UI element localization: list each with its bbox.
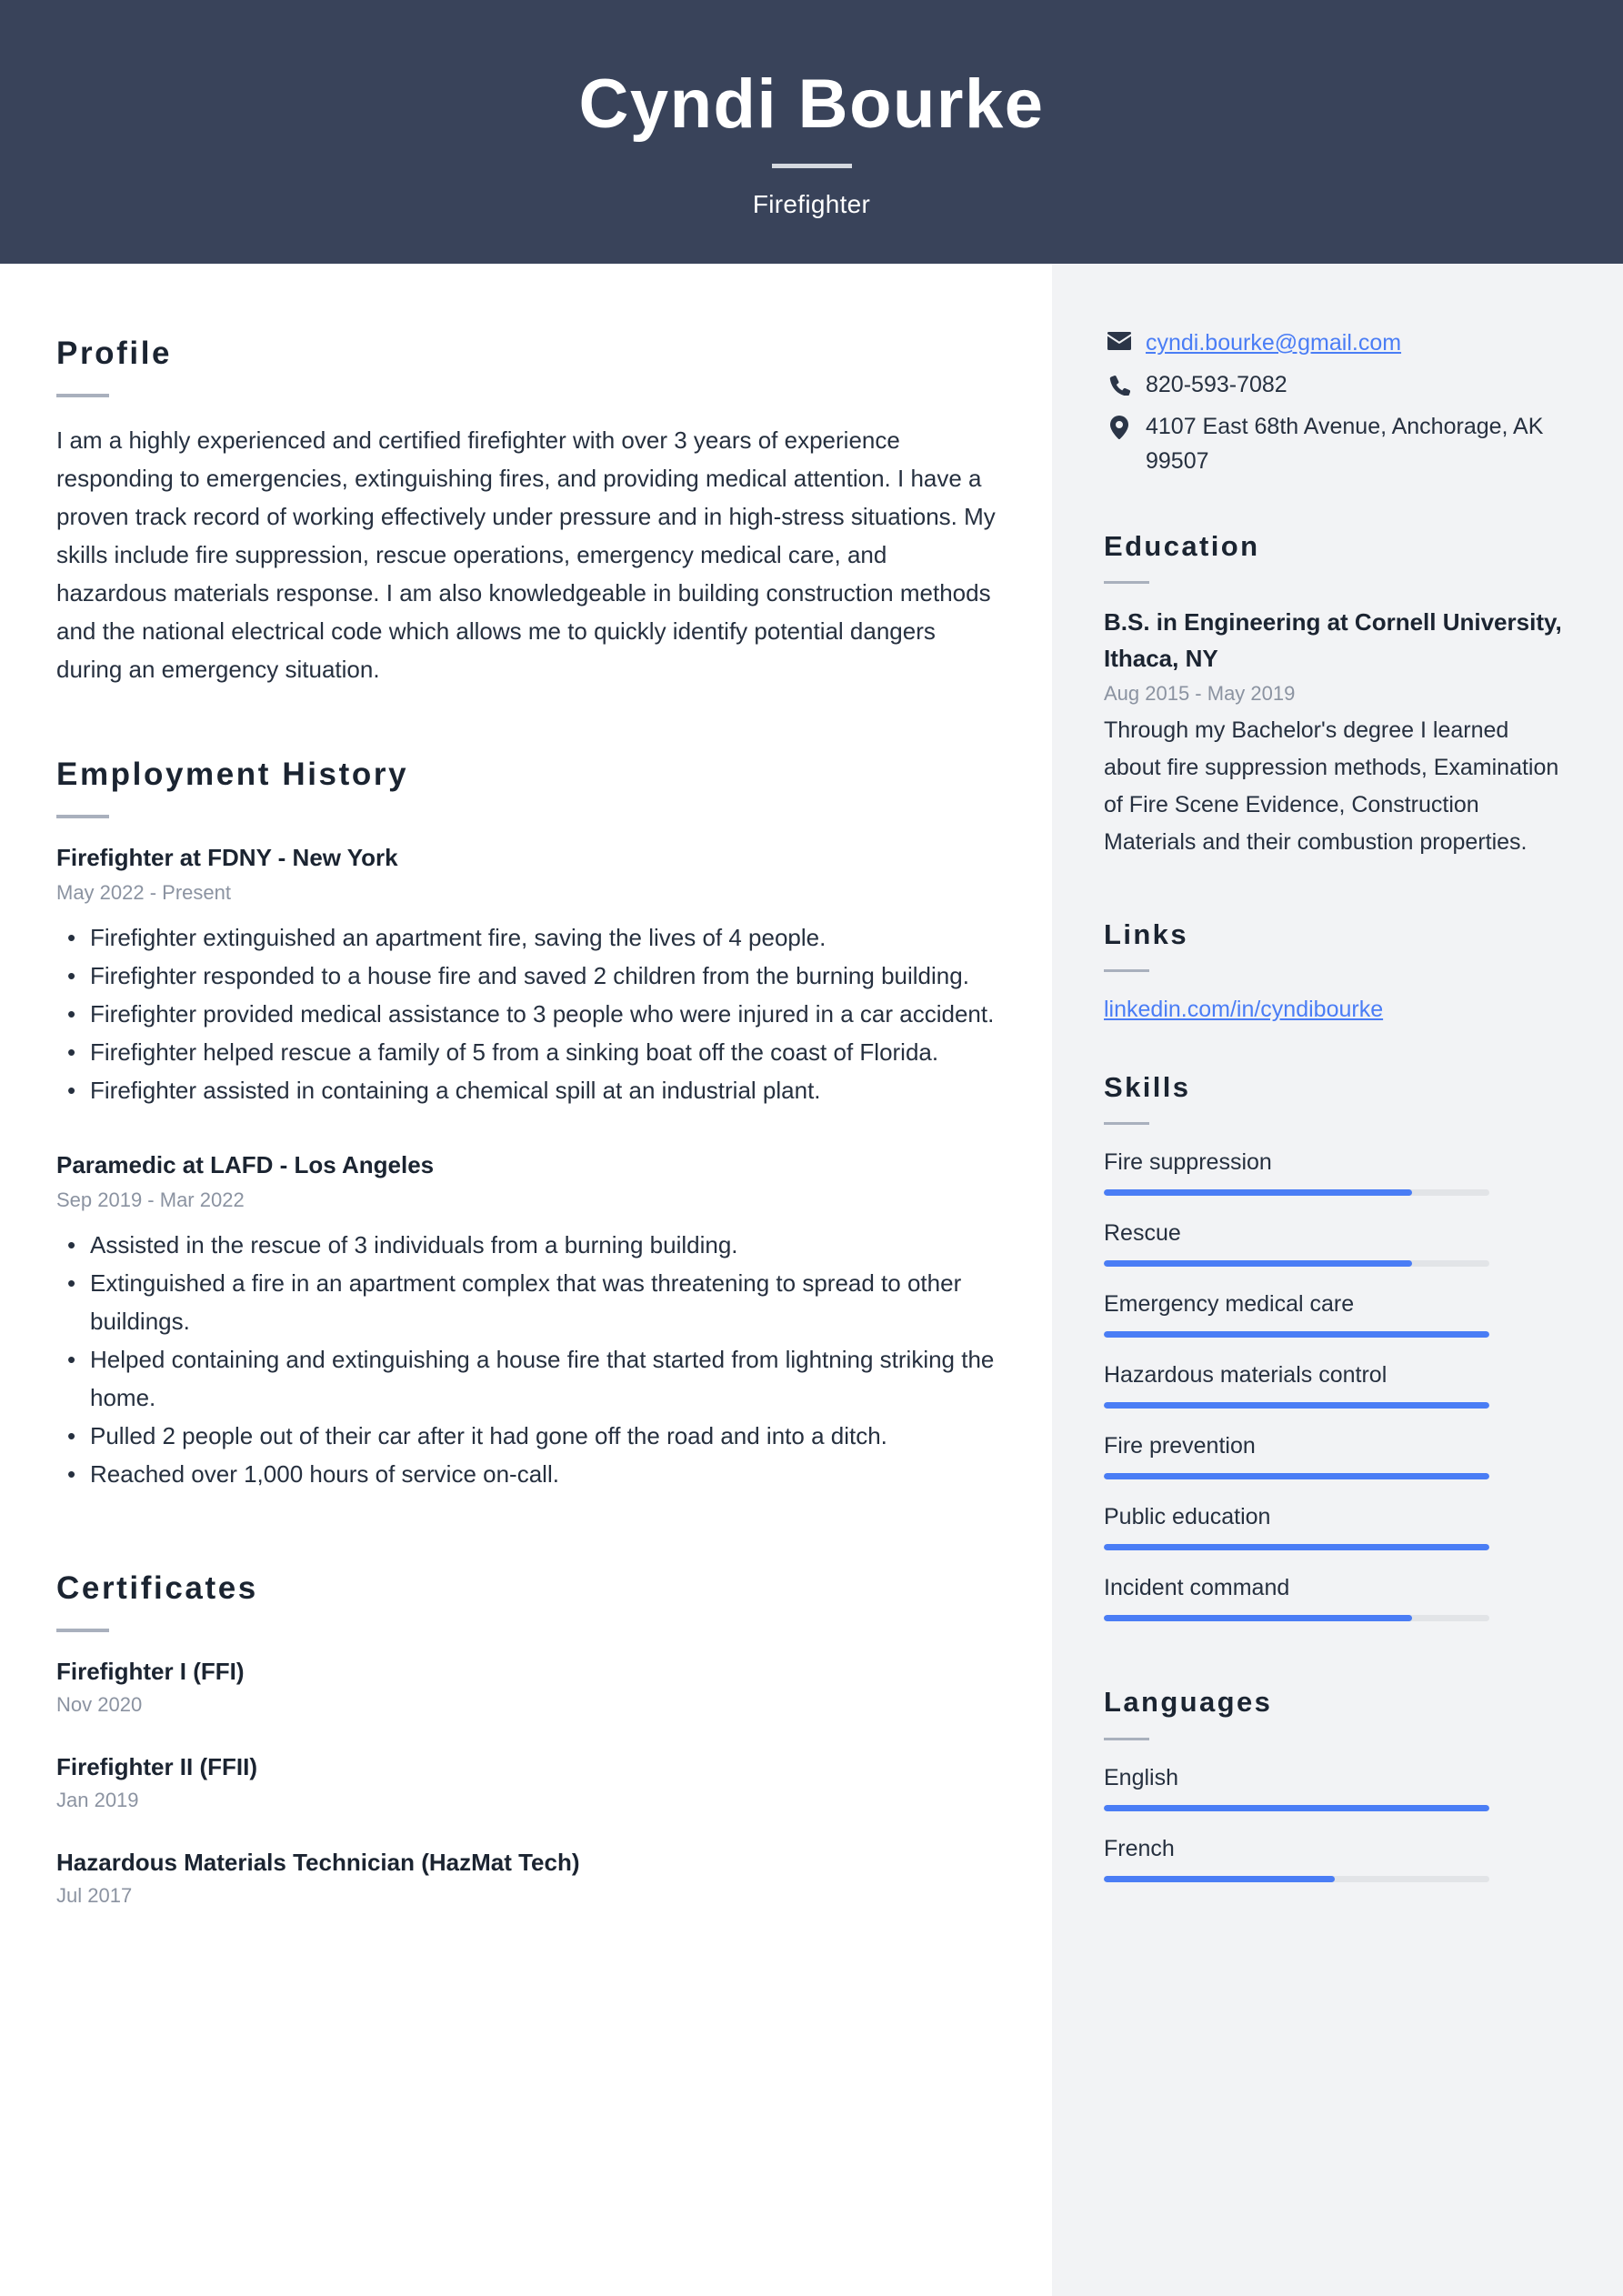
contact-list <box>1104 326 1567 478</box>
employment-bullet-list <box>56 1226 996 1493</box>
section-languages <box>1104 1685 1567 1881</box>
section-heading-certificates: Certificates <box>56 1569 258 1606</box>
links-list <box>1104 992 1567 1027</box>
spacer <box>56 688 996 756</box>
skill-item-label: Incident command <box>1104 1575 1290 1601</box>
skill-item-level-fill <box>1104 1331 1489 1338</box>
section-heading-skills: Skills <box>1104 1071 1191 1104</box>
skill-item-level-fill <box>1104 1544 1489 1550</box>
page-title: Cyndi Bourke <box>578 65 1045 143</box>
contact-row <box>1104 367 1567 402</box>
language-item-level-fill <box>1104 1876 1335 1882</box>
section-employment-history <box>56 756 996 1493</box>
spacer <box>56 1502 996 1569</box>
list-item: • Firefighter responded to a house fire and saved 2 children from the burning building. <box>56 957 996 995</box>
education-list <box>1104 604 1567 861</box>
list-item: • Reached over 1,000 hours of service on-call. <box>56 1455 996 1493</box>
language-item-label: French <box>1104 1835 1175 1861</box>
skill-item-label: Fire suppression <box>1104 1149 1272 1176</box>
skill-item-level-track <box>1104 1544 1489 1550</box>
language-item-label: English <box>1104 1764 1178 1790</box>
skill-item-level-track <box>1104 1260 1489 1267</box>
section-divider <box>56 1629 109 1632</box>
resume-body <box>0 264 1623 2296</box>
language-item-level-fill <box>1104 1805 1489 1811</box>
section-heading-languages: Languages <box>1104 1686 1273 1719</box>
section-heading-links: Links <box>1104 917 1188 950</box>
list-item: • Pulled 2 people out of their car after it had gone off the road and into a ditch. <box>56 1417 996 1455</box>
certificate-entry <box>56 1751 996 1812</box>
education-description: Through my Bachelor's degree I learned about fire suppression methods, Examination of Fire Scene Evidence, Construction Materials and their combustion properties. <box>1104 717 1559 855</box>
external-link[interactable]: linkedin.com/in/cyndibourke <box>1104 997 1384 1023</box>
list-item: • Assisted in the rescue of 3 individuals from a burning building. <box>56 1226 996 1264</box>
employment-entry <box>56 842 996 1109</box>
section-heading-education: Education <box>1104 530 1260 562</box>
list-item: • Firefighter helped rescue a family of 5 from a sinking boat off the coast of Florida. <box>56 1033 996 1071</box>
certificate-entry <box>56 1656 996 1717</box>
skill-item-label: Hazardous materials control <box>1104 1362 1388 1389</box>
skill-item-level-track <box>1104 1189 1489 1196</box>
employment-list <box>56 842 996 1493</box>
section-education <box>1104 529 1567 861</box>
certificate-entry <box>56 1847 996 1908</box>
languages-list <box>1104 1760 1567 1882</box>
skill-item <box>1104 1429 1567 1479</box>
skill-item-level-fill <box>1104 1189 1412 1196</box>
skill-item <box>1104 1287 1567 1338</box>
skills-list <box>1104 1145 1567 1621</box>
employment-date: Sep 2019 - Mar 2022 <box>56 1188 245 1211</box>
contact-value: 4107 East 68th Avenue, Anchorage, AK 99507 <box>1146 414 1544 474</box>
envelope-icon <box>1104 326 1135 350</box>
skill-item <box>1104 1570 1567 1621</box>
certificate-title: Firefighter I (FFI) <box>56 1657 245 1685</box>
section-divider <box>1104 969 1149 972</box>
employment-date: May 2022 - Present <box>56 881 231 905</box>
section-heading-employment: Employment History <box>56 757 409 792</box>
skill-item-level-fill <box>1104 1260 1412 1267</box>
phone-icon <box>1104 367 1135 396</box>
certificate-date: Jan 2019 <box>56 1788 139 1811</box>
section-profile <box>56 335 996 688</box>
employment-entry <box>56 1149 996 1493</box>
certificate-date: Nov 2020 <box>56 1692 143 1716</box>
skill-item <box>1104 1358 1567 1409</box>
section-links <box>1104 917 1567 1027</box>
section-divider <box>56 815 109 818</box>
section-divider <box>56 394 109 397</box>
skill-item-level-track <box>1104 1473 1489 1479</box>
language-item-level-track <box>1104 1876 1489 1882</box>
skill-item-level-fill <box>1104 1402 1489 1409</box>
section-certificates <box>56 1569 996 1908</box>
list-item: • Firefighter assisted in containing a chemical spill at an industrial plant. <box>56 1071 996 1109</box>
header-subtitle: Firefighter <box>752 190 871 219</box>
skill-item-level-track <box>1104 1331 1489 1338</box>
skill-item-label: Rescue <box>1104 1220 1181 1247</box>
spacer <box>1104 861 1567 917</box>
contact-row[interactable] <box>1104 326 1567 360</box>
resume-header <box>0 0 1623 264</box>
skill-item-label: Emergency medical care <box>1104 1291 1355 1318</box>
list-item: • Firefighter provided medical assistance to 3 people who were injured in a car accident. <box>56 995 996 1033</box>
section-divider <box>1104 1738 1149 1740</box>
skill-item-level-track <box>1104 1615 1489 1621</box>
header-divider <box>772 164 852 168</box>
section-skills <box>1104 1070 1567 1621</box>
contact-row <box>1104 409 1567 478</box>
skill-item-level-fill <box>1104 1615 1412 1621</box>
employment-title: Paramedic at LAFD - Los Angeles <box>56 1150 435 1178</box>
skill-item-level-fill <box>1104 1473 1489 1479</box>
skill-item <box>1104 1145 1567 1196</box>
spacer <box>1104 1641 1567 1685</box>
certificates-list <box>56 1656 996 1908</box>
skill-item-label: Public education <box>1104 1504 1271 1530</box>
employment-title: Firefighter at FDNY - New York <box>56 844 398 871</box>
education-entry <box>1104 604 1567 861</box>
education-date: Aug 2015 - May 2019 <box>1104 682 1296 706</box>
education-title: B.S. in Engineering at Cornell University, Ithaca, NY <box>1104 608 1562 673</box>
skill-item-label: Fire prevention <box>1104 1433 1256 1459</box>
language-item-level-track <box>1104 1805 1489 1811</box>
spacer <box>1104 1027 1567 1070</box>
certificate-title: Hazardous Materials Technician (HazMat Tech) <box>56 1848 580 1876</box>
spacer <box>56 1118 996 1149</box>
language-item <box>1104 1831 1567 1882</box>
list-item: • Firefighter extinguished an apartment fire, saving the lives of 4 people. <box>56 918 996 957</box>
skill-item <box>1104 1499 1567 1550</box>
list-item: • Extinguished a fire in an apartment complex that was threatening to spread to other buildings. <box>56 1264 996 1340</box>
location-pin-icon <box>1104 409 1135 439</box>
contact-value: 820-593-7082 <box>1146 372 1287 397</box>
section-heading-profile: Profile <box>56 336 173 371</box>
section-divider <box>1104 1122 1149 1125</box>
certificate-date: Jul 2017 <box>56 1884 133 1908</box>
profile-text: I am a highly experienced and certified firefighter with over 3 years of experience responding to emergencies, extinguishing fires, and providing medical attention. I have a proven track record of working effectively under pressure and in high-stress situations. My skills include fire suppression, rescue operations, emergency medical care, and hazardous materials response. I am also knowledgeable in building construction methods and the national electrical code which allows me to quickly identify potential dangers during an emergency situation. <box>56 426 996 683</box>
skill-item-level-track <box>1104 1402 1489 1409</box>
employment-bullet-list <box>56 918 996 1109</box>
skill-item <box>1104 1216 1567 1267</box>
sidebar-column <box>1052 264 1623 2296</box>
language-item <box>1104 1760 1567 1811</box>
list-item: • Helped containing and extinguishing a house fire that started from lightning striking the home. <box>56 1340 996 1417</box>
certificate-title: Firefighter II (FFII) <box>56 1752 257 1780</box>
contact-email-link[interactable]: cyndi.bourke@gmail.com <box>1146 330 1402 356</box>
main-column <box>0 264 1052 2296</box>
section-divider <box>1104 581 1149 584</box>
